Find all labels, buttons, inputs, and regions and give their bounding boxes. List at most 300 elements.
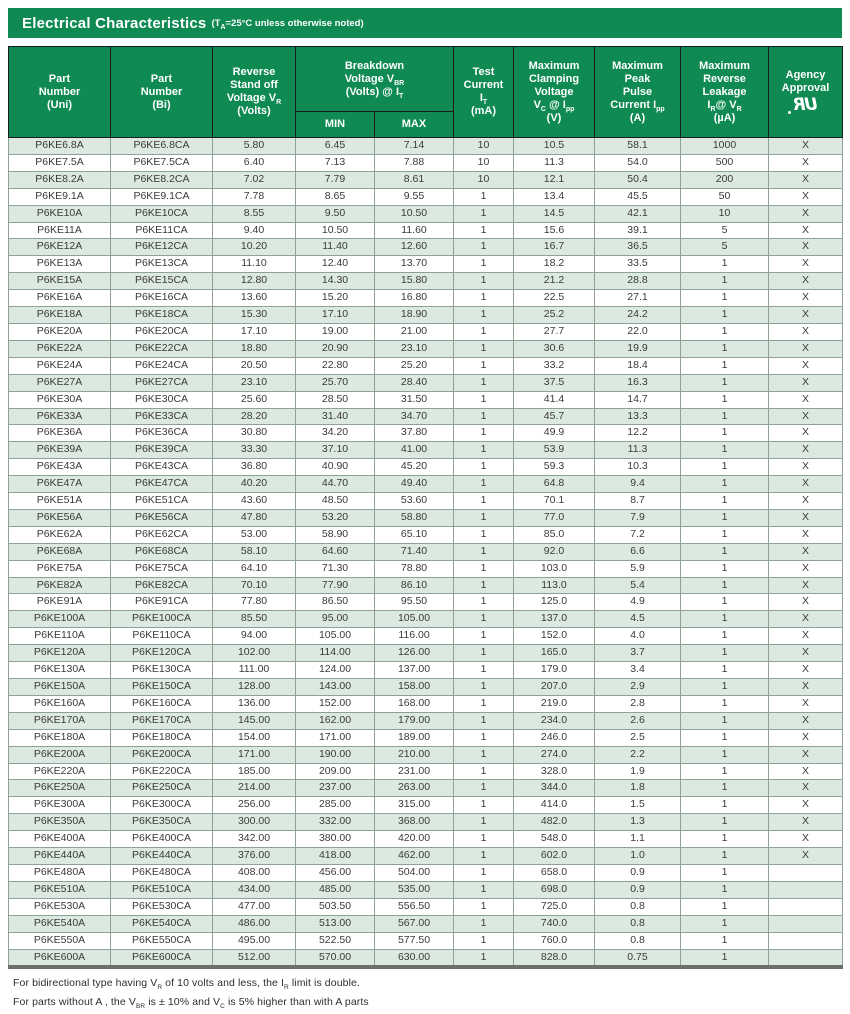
cell-part-bi: P6KE100CA (111, 611, 213, 628)
table-row (9, 763, 843, 780)
cell-part-bi: P6KE200CA (111, 746, 213, 763)
cell-vbr-min: 34.20 (296, 425, 375, 442)
cell-vr: 11.10 (213, 256, 296, 273)
cell-ir: 1 (681, 628, 769, 645)
cell-it: 1 (454, 729, 514, 746)
cell-vc: 30.6 (514, 340, 595, 357)
cell-vbr-max: 504.00 (375, 864, 454, 881)
cell-vbr-max: 12.60 (375, 239, 454, 256)
cell-part-bi: P6KE600CA (111, 949, 213, 967)
cell-part-uni: P6KE91A (9, 594, 111, 611)
cell-agency: X (769, 594, 843, 611)
cell-part-bi: P6KE62CA (111, 526, 213, 543)
cell-vbr-min: 285.00 (296, 797, 375, 814)
cell-part-bi: P6KE43CA (111, 459, 213, 476)
cell-ir: 1 (681, 881, 769, 898)
cell-vr: 43.60 (213, 493, 296, 510)
footnote-bidirectional: For bidirectional type having $V_R$ of 10 volts and less, the $I_R$ limit is double. (13, 977, 360, 992)
cell-part-uni: P6KE56A (9, 509, 111, 526)
cell-vbr-min: 380.00 (296, 831, 375, 848)
cell-vc: 219.0 (514, 695, 595, 712)
cell-agency (769, 949, 843, 967)
cell-it: 1 (454, 864, 514, 881)
cell-vbr-min: 22.80 (296, 357, 375, 374)
cell-ir: 1 (681, 679, 769, 696)
cell-vbr-min: 152.00 (296, 695, 375, 712)
cell-vbr-max: 556.50 (375, 898, 454, 915)
cell-vc: 482.0 (514, 814, 595, 831)
cell-vbr-min: 332.00 (296, 814, 375, 831)
cell-it: 1 (454, 239, 514, 256)
cell-vbr-min: 17.10 (296, 307, 375, 324)
cell-vbr-max: 116.00 (375, 628, 454, 645)
table-row (9, 476, 843, 493)
cell-ipp: 13.3 (595, 408, 681, 425)
cell-vc: 658.0 (514, 864, 595, 881)
cell-part-bi: P6KE8.2CA (111, 171, 213, 188)
cell-ipp: 8.7 (595, 493, 681, 510)
cell-vr: 6.40 (213, 154, 296, 171)
cell-ir: 1 (681, 425, 769, 442)
cell-agency: X (769, 712, 843, 729)
cell-agency: X (769, 273, 843, 290)
cell-vbr-max: 21.00 (375, 323, 454, 340)
cell-it: 1 (454, 425, 514, 442)
cell-part-uni: P6KE7.5A (9, 154, 111, 171)
cell-vc: 77.0 (514, 509, 595, 526)
cell-vc: 328.0 (514, 763, 595, 780)
cell-part-bi: P6KE530CA (111, 898, 213, 915)
cell-ipp: 6.6 (595, 543, 681, 560)
cell-part-uni: P6KE200A (9, 746, 111, 763)
table-row (9, 154, 843, 171)
cell-vr: 47.80 (213, 509, 296, 526)
cell-it: 10 (454, 138, 514, 155)
cell-vbr-max: 18.90 (375, 307, 454, 324)
cell-vbr-min: 105.00 (296, 628, 375, 645)
cell-vr: 154.00 (213, 729, 296, 746)
cell-vc: 45.7 (514, 408, 595, 425)
cell-part-uni: P6KE300A (9, 797, 111, 814)
cell-it: 1 (454, 357, 514, 374)
table-row (9, 712, 843, 729)
cell-vbr-min: 95.00 (296, 611, 375, 628)
cell-ir: 10 (681, 205, 769, 222)
cell-vr: 145.00 (213, 712, 296, 729)
cell-vbr-min: 8.65 (296, 188, 375, 205)
cell-part-uni: P6KE62A (9, 526, 111, 543)
cell-ir: 1 (681, 645, 769, 662)
col-header-vbr-max: MAX (375, 112, 454, 138)
cell-agency: X (769, 323, 843, 340)
table-row (9, 171, 843, 188)
table-row (9, 915, 843, 932)
cell-part-bi: P6KE220CA (111, 763, 213, 780)
table-row (9, 864, 843, 881)
cell-it: 1 (454, 611, 514, 628)
cell-part-uni: P6KE13A (9, 256, 111, 273)
cell-ipp: 2.2 (595, 746, 681, 763)
cell-part-uni: P6KE400A (9, 831, 111, 848)
cell-vbr-min: 190.00 (296, 746, 375, 763)
cell-it: 1 (454, 932, 514, 949)
cell-vr: 512.00 (213, 949, 296, 967)
cell-agency: X (769, 797, 843, 814)
cell-ipp: 0.8 (595, 898, 681, 915)
cell-ipp: 4.9 (595, 594, 681, 611)
table-row (9, 323, 843, 340)
cell-vbr-max: 168.00 (375, 695, 454, 712)
cell-agency: X (769, 695, 843, 712)
cell-vbr-min: 48.50 (296, 493, 375, 510)
cell-agency: X (769, 459, 843, 476)
cell-part-uni: P6KE22A (9, 340, 111, 357)
cell-part-uni: P6KE68A (9, 543, 111, 560)
cell-agency: X (769, 374, 843, 391)
cell-agency (769, 881, 843, 898)
cell-part-uni: P6KE24A (9, 357, 111, 374)
cell-vbr-min: 570.00 (296, 949, 375, 967)
cell-vc: 344.0 (514, 780, 595, 797)
cell-part-uni: P6KE480A (9, 864, 111, 881)
cell-part-uni: P6KE9.1A (9, 188, 111, 205)
cell-vc: 152.0 (514, 628, 595, 645)
cell-part-bi: P6KE12CA (111, 239, 213, 256)
cell-vbr-min: 25.70 (296, 374, 375, 391)
cell-vbr-max: 45.20 (375, 459, 454, 476)
cell-ipp: 3.4 (595, 662, 681, 679)
cell-part-uni: P6KE100A (9, 611, 111, 628)
cell-ipp: 19.9 (595, 340, 681, 357)
cell-agency: X (769, 340, 843, 357)
cell-part-bi: P6KE440CA (111, 848, 213, 865)
cell-vr: 85.50 (213, 611, 296, 628)
cell-vr: 408.00 (213, 864, 296, 881)
cell-vbr-max: 31.50 (375, 391, 454, 408)
cell-ir: 5 (681, 222, 769, 239)
cell-ir: 1 (681, 408, 769, 425)
cell-vr: 53.00 (213, 526, 296, 543)
cell-agency (769, 898, 843, 915)
cell-vr: 7.78 (213, 188, 296, 205)
cell-ipp: 58.1 (595, 138, 681, 155)
cell-ir: 1 (681, 797, 769, 814)
cell-ipp: 50.4 (595, 171, 681, 188)
cell-ir: 1 (681, 459, 769, 476)
cell-vc: 53.9 (514, 442, 595, 459)
cell-part-uni: P6KE600A (9, 949, 111, 967)
cell-ir: 1 (681, 509, 769, 526)
cell-ir: 1 (681, 526, 769, 543)
cell-ipp: 2.8 (595, 695, 681, 712)
cell-part-bi: P6KE20CA (111, 323, 213, 340)
cell-it: 1 (454, 408, 514, 425)
cell-vbr-max: 16.80 (375, 290, 454, 307)
cell-part-uni: P6KE11A (9, 222, 111, 239)
ul-recognized-icon: UR (794, 97, 818, 115)
cell-ipp: 2.6 (595, 712, 681, 729)
cell-it: 1 (454, 476, 514, 493)
table-row (9, 594, 843, 611)
table-row (9, 932, 843, 949)
cell-part-uni: P6KE120A (9, 645, 111, 662)
cell-vbr-max: 231.00 (375, 763, 454, 780)
cell-ir: 1000 (681, 138, 769, 155)
cell-agency: X (769, 171, 843, 188)
cell-vbr-max: 13.70 (375, 256, 454, 273)
cell-vbr-min: 71.30 (296, 560, 375, 577)
cell-part-bi: P6KE11CA (111, 222, 213, 239)
cell-ipp: 5.9 (595, 560, 681, 577)
cell-vbr-min: 7.79 (296, 171, 375, 188)
cell-vbr-max: 210.00 (375, 746, 454, 763)
cell-part-bi: P6KE9.1CA (111, 188, 213, 205)
cell-ipp: 7.9 (595, 509, 681, 526)
cell-ir: 1 (681, 391, 769, 408)
cell-ir: 1 (681, 323, 769, 340)
cell-ipp: 16.3 (595, 374, 681, 391)
cell-vbr-min: 6.45 (296, 138, 375, 155)
table-row (9, 408, 843, 425)
cell-part-bi: P6KE170CA (111, 712, 213, 729)
cell-ir: 1 (681, 476, 769, 493)
table-row (9, 577, 843, 594)
cell-ipp: 4.0 (595, 628, 681, 645)
cell-vc: 740.0 (514, 915, 595, 932)
cell-ir: 1 (681, 374, 769, 391)
cell-vbr-min: 44.70 (296, 476, 375, 493)
cell-part-bi: P6KE33CA (111, 408, 213, 425)
table-row (9, 611, 843, 628)
col-header-test-current: Test Current $I_T$ (mA) (454, 47, 514, 138)
cell-part-bi: P6KE24CA (111, 357, 213, 374)
cell-vbr-max: 10.50 (375, 205, 454, 222)
cell-ir: 1 (681, 442, 769, 459)
cell-agency: X (769, 307, 843, 324)
cell-it: 1 (454, 712, 514, 729)
cell-ir: 1 (681, 543, 769, 560)
table-row (9, 307, 843, 324)
cell-vc: 828.0 (514, 949, 595, 967)
cell-agency: X (769, 729, 843, 746)
cell-agency (769, 915, 843, 932)
cell-part-uni: P6KE30A (9, 391, 111, 408)
cell-vbr-max: 179.00 (375, 712, 454, 729)
cell-vr: 30.80 (213, 425, 296, 442)
cell-vbr-min: 86.50 (296, 594, 375, 611)
cell-ir: 1 (681, 611, 769, 628)
electrical-characteristics-table (8, 46, 843, 969)
cell-ir: 1 (681, 746, 769, 763)
table-row (9, 881, 843, 898)
cell-vc: 15.6 (514, 222, 595, 239)
cell-part-bi: P6KE51CA (111, 493, 213, 510)
table-row (9, 222, 843, 239)
cell-vbr-min: 513.00 (296, 915, 375, 932)
cell-part-bi: P6KE75CA (111, 560, 213, 577)
cell-part-uni: P6KE18A (9, 307, 111, 324)
cell-vc: 125.0 (514, 594, 595, 611)
table-row (9, 374, 843, 391)
cell-vc: 698.0 (514, 881, 595, 898)
cell-ipp: 2.5 (595, 729, 681, 746)
table-row (9, 679, 843, 696)
cell-vbr-min: 53.20 (296, 509, 375, 526)
cell-vr: 13.60 (213, 290, 296, 307)
col-header-peak-pulse-current: Maximum Peak Pulse Current $I_{pp}$ (A) (595, 47, 681, 138)
cell-ipp: 0.8 (595, 915, 681, 932)
cell-part-uni: P6KE75A (9, 560, 111, 577)
cell-part-uni: P6KE6.8A (9, 138, 111, 155)
cell-vbr-max: 34.70 (375, 408, 454, 425)
cell-vbr-max: 37.80 (375, 425, 454, 442)
cell-part-bi: P6KE68CA (111, 543, 213, 560)
cell-vc: 14.5 (514, 205, 595, 222)
cell-it: 1 (454, 307, 514, 324)
cell-ir: 1 (681, 256, 769, 273)
cell-vbr-max: 7.88 (375, 154, 454, 171)
cell-part-bi: P6KE10CA (111, 205, 213, 222)
cell-ipp: 36.5 (595, 239, 681, 256)
table-row (9, 560, 843, 577)
cell-it: 1 (454, 459, 514, 476)
cell-part-bi: P6KE56CA (111, 509, 213, 526)
cell-vbr-min: 15.20 (296, 290, 375, 307)
cell-vbr-min: 14.30 (296, 273, 375, 290)
cell-part-bi: P6KE91CA (111, 594, 213, 611)
cell-it: 1 (454, 526, 514, 543)
cell-vr: 36.80 (213, 459, 296, 476)
cell-ir: 1 (681, 949, 769, 967)
cell-vc: 760.0 (514, 932, 595, 949)
cell-ipp: 2.9 (595, 679, 681, 696)
cell-ipp: 28.8 (595, 273, 681, 290)
cell-part-uni: P6KE33A (9, 408, 111, 425)
cell-vc: 70.1 (514, 493, 595, 510)
cell-vbr-max: 9.55 (375, 188, 454, 205)
cell-ir: 1 (681, 763, 769, 780)
cell-vr: 214.00 (213, 780, 296, 797)
cell-vc: 548.0 (514, 831, 595, 848)
cell-vc: 41.4 (514, 391, 595, 408)
cell-vr: 12.80 (213, 273, 296, 290)
cell-vr: 28.20 (213, 408, 296, 425)
cell-part-uni: P6KE510A (9, 881, 111, 898)
cell-vbr-max: 263.00 (375, 780, 454, 797)
table-row (9, 695, 843, 712)
cell-ipp: 1.3 (595, 814, 681, 831)
cell-vbr-max: 368.00 (375, 814, 454, 831)
cell-vbr-max: 126.00 (375, 645, 454, 662)
table-row (9, 239, 843, 256)
cell-vc: 25.2 (514, 307, 595, 324)
cell-vr: 111.00 (213, 662, 296, 679)
table-row (9, 357, 843, 374)
table-row (9, 290, 843, 307)
cell-vc: 103.0 (514, 560, 595, 577)
cell-it: 1 (454, 340, 514, 357)
cell-vr: 256.00 (213, 797, 296, 814)
cell-ipp: 7.2 (595, 526, 681, 543)
cell-vbr-max: 53.60 (375, 493, 454, 510)
cell-ir: 1 (681, 662, 769, 679)
col-header-reverse-standoff: Reverse Stand off Voltage $V_R$ (Volts) (213, 47, 296, 138)
cell-ipp: 0.9 (595, 881, 681, 898)
cell-it: 1 (454, 205, 514, 222)
cell-vc: 49.9 (514, 425, 595, 442)
cell-it: 1 (454, 442, 514, 459)
cell-vbr-min: 9.50 (296, 205, 375, 222)
cell-vc: 18.2 (514, 256, 595, 273)
cell-vbr-min: 124.00 (296, 662, 375, 679)
cell-agency (769, 864, 843, 881)
table-row (9, 797, 843, 814)
cell-agency: X (769, 848, 843, 865)
cell-vbr-max: 15.80 (375, 273, 454, 290)
cell-vc: 113.0 (514, 577, 595, 594)
cell-vbr-max: 49.40 (375, 476, 454, 493)
cell-vbr-min: 12.40 (296, 256, 375, 273)
cell-vbr-min: 456.00 (296, 864, 375, 881)
cell-vbr-min: 40.90 (296, 459, 375, 476)
cell-vbr-max: 189.00 (375, 729, 454, 746)
cell-part-uni: P6KE39A (9, 442, 111, 459)
table-row (9, 391, 843, 408)
cell-vbr-min: 522.50 (296, 932, 375, 949)
table-row (9, 138, 843, 155)
cell-it: 1 (454, 746, 514, 763)
cell-vc: 92.0 (514, 543, 595, 560)
cell-it: 1 (454, 662, 514, 679)
cell-part-uni: P6KE36A (9, 425, 111, 442)
cell-vbr-min: 143.00 (296, 679, 375, 696)
cell-vbr-min: 114.00 (296, 645, 375, 662)
cell-vr: 70.10 (213, 577, 296, 594)
cell-vbr-max: 41.00 (375, 442, 454, 459)
cell-part-uni: P6KE15A (9, 273, 111, 290)
table-row (9, 205, 843, 222)
table-row (9, 526, 843, 543)
cell-part-uni: P6KE180A (9, 729, 111, 746)
cell-it: 1 (454, 222, 514, 239)
cell-part-uni: P6KE350A (9, 814, 111, 831)
table-row (9, 188, 843, 205)
cell-ir: 1 (681, 290, 769, 307)
cell-it: 1 (454, 391, 514, 408)
cell-part-uni: P6KE540A (9, 915, 111, 932)
cell-ipp: 33.5 (595, 256, 681, 273)
cell-it: 1 (454, 949, 514, 967)
cell-vr: 40.20 (213, 476, 296, 493)
cell-vc: 12.1 (514, 171, 595, 188)
cell-vc: 11.3 (514, 154, 595, 171)
table-row (9, 780, 843, 797)
cell-it: 1 (454, 780, 514, 797)
cell-ir: 1 (681, 780, 769, 797)
cell-part-bi: P6KE110CA (111, 628, 213, 645)
cell-vr: 136.00 (213, 695, 296, 712)
cell-agency: X (769, 814, 843, 831)
cell-vc: 234.0 (514, 712, 595, 729)
cell-ipp: 14.7 (595, 391, 681, 408)
col-header-vbr-min: MIN (296, 112, 375, 138)
cell-vbr-max: 78.80 (375, 560, 454, 577)
cell-ir: 1 (681, 357, 769, 374)
cell-ir: 1 (681, 864, 769, 881)
cell-vbr-min: 37.10 (296, 442, 375, 459)
cell-ir: 1 (681, 814, 769, 831)
cell-ir: 1 (681, 307, 769, 324)
